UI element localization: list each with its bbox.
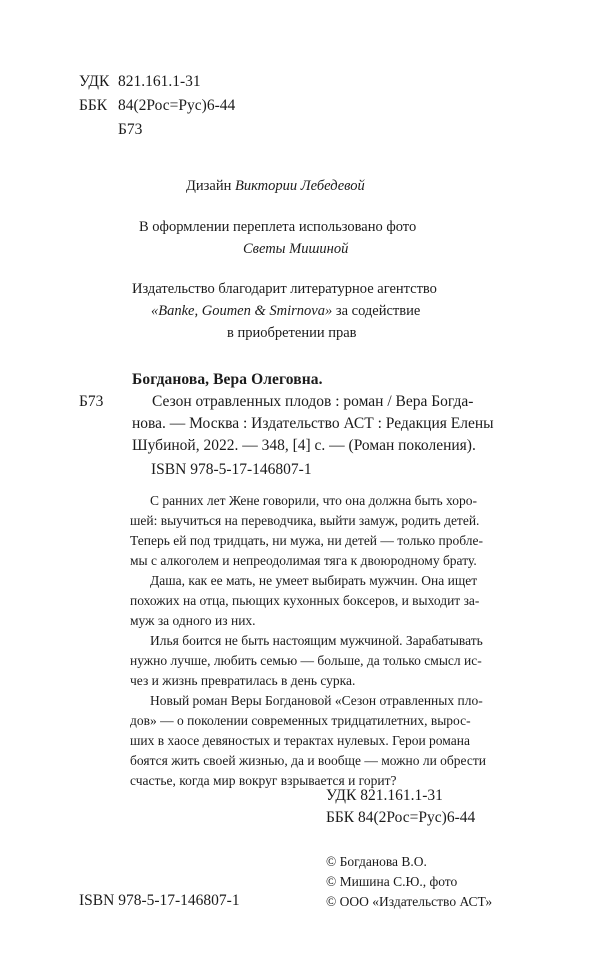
annotation-line: С ранних лет Жене говорили, что она должна быть хоро- [150, 493, 478, 508]
agency-name: «Banke, Goumen & Smirnova» [151, 303, 333, 319]
annotation-line: Теперь ей под тридцать, ни мужа, ни детей — только пробле- [130, 533, 483, 548]
design-prefix: Дизайн [186, 178, 232, 194]
annotation-line: мы с алкоголем и непреодолимая тяга к двоюродному брату. [130, 553, 477, 568]
udk-value: 821.161.1-31 [118, 73, 201, 90]
annotation-line: муж за одного из них. [130, 613, 256, 628]
annotation-line: шей: выучиться на переводчика, выйти замуж, родить детей. [130, 513, 480, 528]
bibliography-isbn: ISBN 978-5-17-146807-1 [151, 461, 312, 478]
annotation-line: счастье, когда мир вокруг взрывается и горит? [130, 773, 397, 788]
thanks-line-1: Издательство благодарит литературное агентство [132, 281, 437, 297]
bottom-udk: УДК 821.161.1-31 [326, 787, 443, 804]
photo-credit-line: В оформлении переплета использовано фото [139, 219, 417, 235]
annotation-line: похожих на отца, пьющих кухонных боксеров, и выходит за- [130, 593, 480, 608]
annotation [130, 491, 530, 791]
annotation-line: чез и жизнь превратилась в день сурка. [130, 673, 356, 688]
copyright-line: © Богданова В.О. [326, 854, 427, 869]
annotation-line: ших в хаосе девяностых и терактах нулевых. Герои романа [130, 733, 470, 748]
annotation-line: Илья боится не быть настоящим мужчиной. Зарабатывать [150, 633, 483, 648]
bibliography-line-2: нова. — Москва : Издательство АСТ : Редакция Елены [132, 415, 494, 432]
thanks-tail: за содействие [332, 303, 421, 319]
author-mark-bibliography: Б73 [79, 393, 104, 410]
copyright-line: © Мишина С.Ю., фото [326, 874, 458, 889]
bbk-value: 84(2Рос=Рус)6-44 [118, 97, 236, 114]
design-credit [186, 175, 365, 197]
photographer-name: Светы Мишиной [243, 241, 349, 257]
annotation-line: нужно лучше, любить семью — больше, да только смысл ис- [130, 653, 482, 668]
copyright-line: © ООО «Издательство АСТ» [326, 894, 493, 909]
thanks-line-3: в приобретении прав [227, 325, 357, 341]
annotation-line: дов» — о поколении современных тридцатилетних, вырос- [130, 713, 471, 728]
bibliography-line-3: Шубиной, 2022. — 348, [4] с. — (Роман поколения). [132, 437, 476, 454]
udk-label: УДК [79, 73, 110, 90]
annotation-line: боятся жить своей жизнью, да и вообще — можно ли обрести [130, 753, 486, 768]
annotation-line: Даша, как ее мать, не умеет выбирать мужчин. Она ищет [150, 573, 478, 588]
bottom-bbk: ББК 84(2Рос=Рус)6-44 [326, 809, 476, 826]
bbk-label: ББК [79, 97, 108, 114]
designer-name: Виктории Лебедевой [234, 178, 365, 194]
bottom-isbn: ISBN 978-5-17-146807-1 [79, 892, 240, 909]
annotation-line: Новый роман Веры Богдановой «Сезон отравленных пло- [150, 693, 483, 708]
thanks-line-2 [151, 300, 420, 322]
author-mark-top: Б73 [118, 121, 143, 138]
bibliography-line-1: Сезон отравленных плодов : роман / Вера Богда- [152, 393, 474, 410]
bibliographic-author: Богданова, Вера Олеговна. [132, 371, 323, 388]
